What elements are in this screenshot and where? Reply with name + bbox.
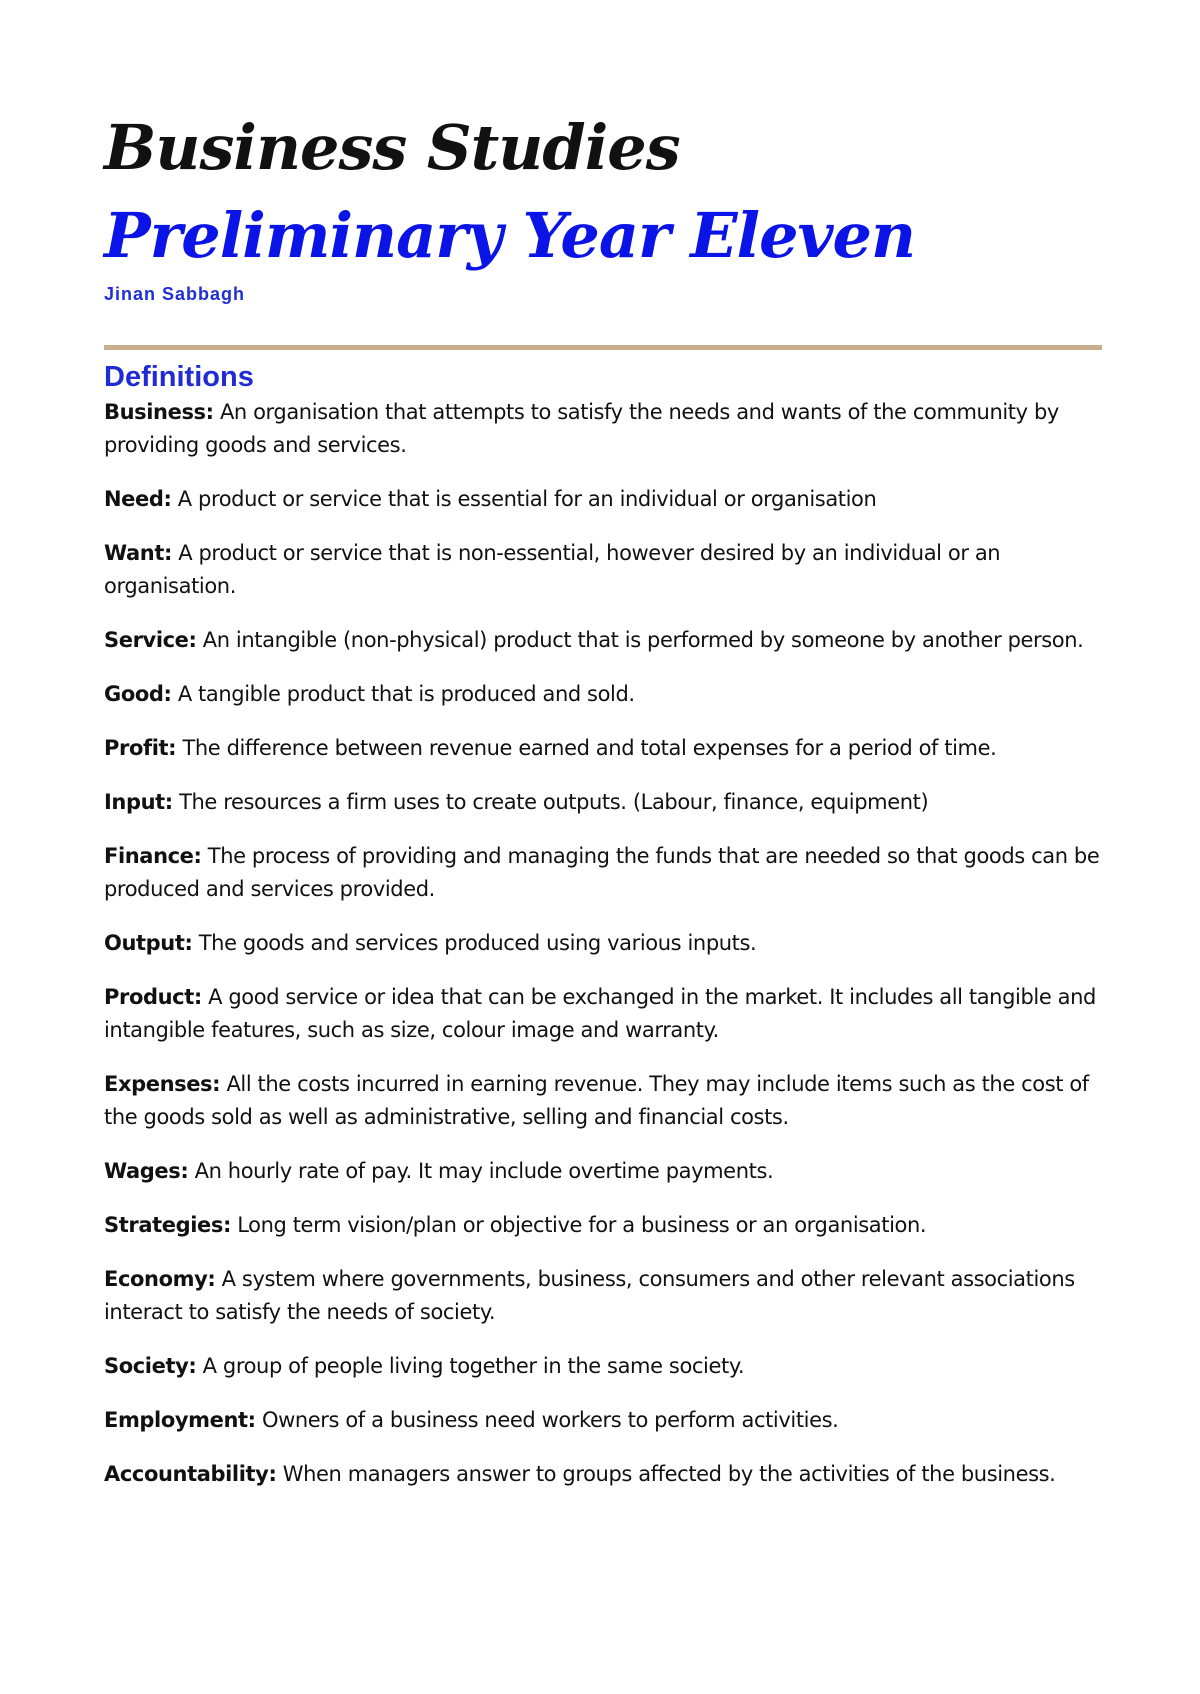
definition-term: Strategies: [104, 1213, 231, 1237]
definition-text: A product or service that is essential for an individual or organisation [177, 487, 877, 511]
definition-text: The difference between revenue earned and total expenses for a period of time. [182, 736, 997, 760]
definition-item [104, 1155, 1114, 1188]
definition-term: Want: [104, 541, 172, 565]
definition-term: Profit: [104, 736, 177, 760]
definition-text: When managers answer to groups affected by the activities of the business. [282, 1462, 1056, 1486]
definition-term: Business: [104, 400, 214, 424]
definition-term: Wages: [104, 1159, 189, 1183]
definition-term: Good: [104, 682, 172, 706]
definition-text: Owners of a business need workers to perform activities. [261, 1408, 839, 1432]
definition-text: An intangible (non-physical) product that is performed by someone by another person. [202, 628, 1084, 652]
definition-item [104, 840, 1114, 906]
definition-term: Society: [104, 1354, 197, 1378]
definition-item [104, 786, 1114, 819]
definition-text: A group of people living together in the same society. [202, 1354, 745, 1378]
section-heading-definitions: Definitions [104, 361, 254, 393]
definition-text: The goods and services produced using various inputs. [198, 931, 757, 955]
definition-term: Input: [104, 790, 173, 814]
definition-term: Need: [104, 487, 172, 511]
definition-text: A tangible product that is produced and sold. [177, 682, 635, 706]
definition-term: Product: [104, 985, 202, 1009]
definition-term: Economy: [104, 1267, 216, 1291]
definition-item [104, 1209, 1114, 1242]
definition-item [104, 1404, 1114, 1437]
definition-text: The resources a firm uses to create outputs. (Labour, finance, equipment) [179, 790, 929, 814]
definition-term: Service: [104, 628, 197, 652]
definition-term: Finance: [104, 844, 202, 868]
definition-term: Employment: [104, 1408, 256, 1432]
definitions-list [104, 396, 1114, 1512]
definition-item [104, 1263, 1114, 1329]
definition-text: An organisation that attempts to satisfy the needs and wants of the community by providing goods and services. [104, 400, 1059, 457]
definition-item [104, 483, 1114, 516]
definition-text: A product or service that is non-essential, however desired by an individual or an organisation. [104, 541, 1001, 598]
divider-rule [104, 345, 1102, 350]
document-subtitle: Preliminary Year Eleven [104, 199, 916, 272]
definition-item [104, 1068, 1114, 1134]
definition-item [104, 981, 1114, 1047]
definition-item [104, 537, 1114, 603]
author-name: Jinan Sabbagh [104, 284, 246, 304]
definition-text: A system where governments, business, consumers and other relevant associations interact to satisfy the needs of society. [104, 1267, 1075, 1324]
definition-item [104, 396, 1114, 462]
definition-item [104, 1458, 1114, 1491]
definition-item [104, 678, 1114, 711]
definition-text: All the costs incurred in earning revenue. They may include items such as the cost of the goods sold as well as administrative, selling and financial costs. [104, 1072, 1089, 1129]
definition-text: An hourly rate of pay. It may include overtime payments. [194, 1159, 774, 1183]
definition-text: Long term vision/plan or objective for a business or an organisation. [237, 1213, 927, 1237]
document-title: Business Studies [104, 111, 680, 184]
definition-item [104, 927, 1114, 960]
definition-text: The process of providing and managing the funds that are needed so that goods can be produced and services provided. [104, 844, 1100, 901]
definition-text: A good service or idea that can be exchanged in the market. It includes all tangible and intangible features, such as size, colour image and warranty. [104, 985, 1096, 1042]
definition-item [104, 732, 1114, 765]
definition-term: Accountability: [104, 1462, 277, 1486]
definition-term: Output: [104, 931, 193, 955]
definition-term: Expenses: [104, 1072, 221, 1096]
definition-item [104, 1350, 1114, 1383]
definition-item [104, 624, 1114, 657]
